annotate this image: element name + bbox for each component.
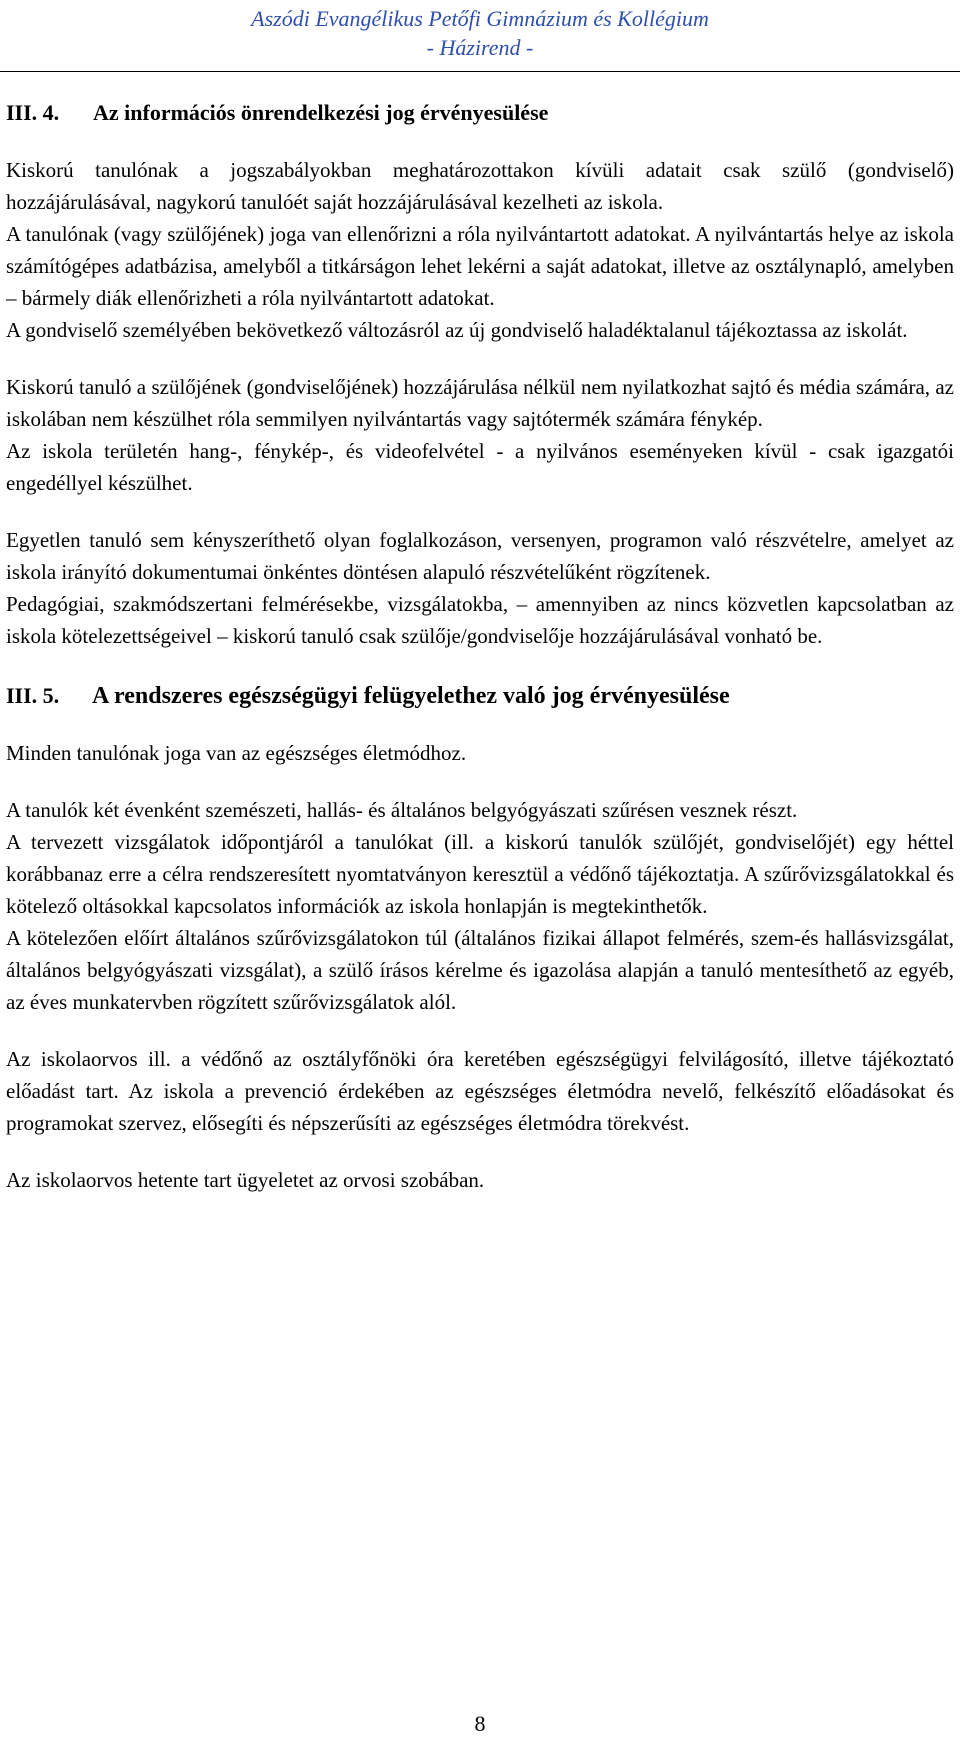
paragraph: Kiskorú tanuló a szülőjének (gondviselőjének) hozzájárulása nélkül nem nyilatkozhat sajtó és média számára, az iskolában nem készülhet róla semmilyen nyilvántartás vagy sajtótermék számára fénykép. — [6, 375, 954, 431]
paragraph: Az iskolaorvos ill. a védőnő az osztályfőnöki óra keretében egészségügyi felvilágosító, illetve tájékoztató előadást tart. Az iskola a prevenció érdekében az egészséges életmódra nevelő, felkészítő előadásokat és programokat szervez, elősegíti és népszerűsíti az egészséges életmódra törekvést. — [6, 1047, 954, 1135]
section-heading-iii-4 — [6, 97, 954, 129]
header-school-name: Aszódi Evangélikus Petőfi Gimnázium és Kollégium — [251, 6, 709, 31]
paragraph: Kiskorú tanulónak a jogszabályokban meghatározottakon kívüli adatait csak szülő (gondviselő) hozzájárulásával, nagykorú tanulóét saját hozzájárulásával kezelheti az iskola. — [6, 158, 954, 214]
paragraph: Az iskolaorvos hetente tart ügyeletet az orvosi szobában. — [6, 1168, 485, 1192]
page-number: 8 — [474, 1711, 486, 1736]
paragraph: A tervezett vizsgálatok időpontjáról a tanulókat (ill. a kiskorú tanulók szülőjét, gondviselőjét) egy héttel korábbanaz erre a célra rendszeresített nyomtatványon keresztül a védőnő tájékoztatja. A szűrővizsgálatokkal és kötelező oltásokkal kapcsolatos információk az iskola honlapján is megtekinthetők. — [6, 830, 954, 918]
header-divider — [0, 71, 960, 72]
paragraph-gap — [6, 1018, 954, 1043]
paragraph: A tanulónak (vagy szülőjének) joga van ellenőrizni a róla nyilvántartott adatokat. A nyilvántartás helye az iskola számítógépes adatbázisa, amelyből a titkárságon lehet lekérni a saját adatokat, illetve az osztálynapló, amelyben – bármely diák ellenőrizheti a róla nyilvántartott adatokat. — [6, 222, 954, 310]
section-heading-iii-5 — [6, 680, 954, 712]
paragraph: A kötelezően előírt általános szűrővizsgálatokon túl (általános fizikai állapot felmérés, szem-és hallásvizsgálat, általános belgyógyászati vizsgálat), a szülő írásos kérelme és igazolása alapján a tanuló mentesíthető az egyéb, az éves munkatervben rögzített szűrővizsgálatok alól. — [6, 926, 954, 1014]
paragraph-gap — [6, 769, 954, 794]
header-document-title: - Házirend - — [426, 35, 534, 60]
section-title: A rendszeres egészségügyi felügyelethez való jog érvényesülése — [92, 683, 730, 709]
paragraph-gap — [6, 1139, 954, 1164]
paragraph: Pedagógiai, szakmódszertani felmérésekbe, vizsgálatokba, – amennyiben az nincs közvetlen kapcsolatban az iskola kötelezettségeivel – kiskorú tanuló csak szülője/gondviselője hozzájárulásával vonható be. — [6, 592, 954, 648]
paragraph: Az iskola területén hang-, fénykép-, és videofelvétel - a nyilvános eseményeken kívül - csak igazgatói engedéllyel készülhet. — [6, 439, 954, 495]
section-number: III. 4. — [6, 100, 60, 125]
document-body — [6, 97, 954, 1196]
section-number: III. 5. — [6, 683, 60, 708]
page-header — [0, 4, 960, 62]
paragraph-gap — [6, 346, 954, 371]
paragraph-gap — [6, 652, 954, 680]
paragraph: A tanulók két évenként szemészeti, hallás- és általános belgyógyászati szűrésen vesznek részt. — [6, 798, 798, 822]
paragraph: A gondviselő személyében bekövetkező változásról az új gondviselő haladéktalanul tájékoztassa az iskolát. — [6, 318, 908, 342]
section-title: Az információs önrendelkezési jog érvényesülése — [93, 100, 549, 125]
paragraph: Minden tanulónak joga van az egészséges életmódhoz. — [6, 741, 467, 765]
paragraph: Egyetlen tanuló sem kényszeríthető olyan foglalkozáson, versenyen, programon való részvételre, amelyet az iskola irányító dokumentumai önkéntes döntésen alapuló részvételűként rögzítenek. — [6, 528, 954, 584]
paragraph-gap — [6, 499, 954, 524]
